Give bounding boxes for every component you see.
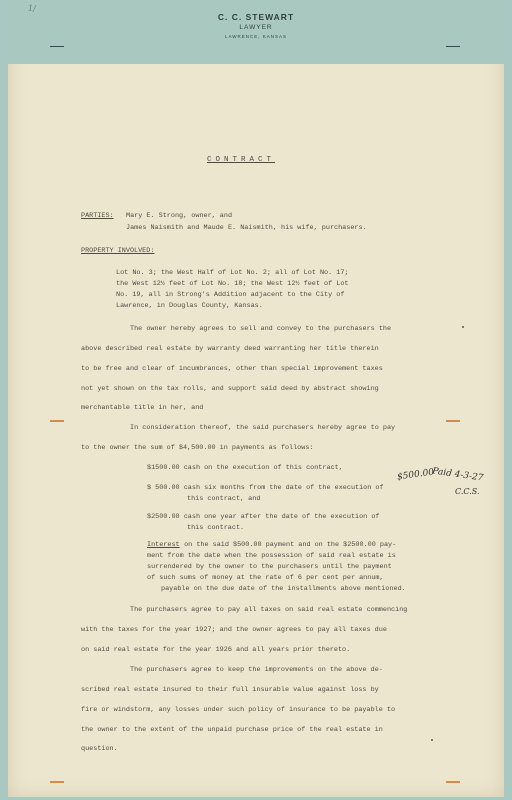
property-line: No. 19, all in Strong's Addition adjacent to the City of xyxy=(116,291,345,299)
document-title: CONTRACT xyxy=(207,156,276,164)
payment-line: this contract. xyxy=(187,524,245,532)
parties-line: James Naismith and Maude E. Naismith, his wife, purchasers. xyxy=(126,224,367,232)
letterhead-location: LAWRENCE, KANSAS xyxy=(224,34,288,39)
paper-sheet xyxy=(8,0,504,797)
payment-line: $2500.00 cash one year after the date of the execution of xyxy=(147,513,380,521)
paragraph-line: In consideration thereof, the said purchasers hereby agree to pay xyxy=(130,424,396,432)
interest-label: Interest xyxy=(147,541,180,549)
ink-spot xyxy=(431,739,433,741)
letterhead xyxy=(8,12,504,39)
fold-mark xyxy=(50,781,64,783)
letterhead-name: C. C. STEWART xyxy=(217,12,295,22)
corner-mark: 1/ xyxy=(28,4,36,13)
interest-line: surrendered by the owner to the purchasers until the payment xyxy=(147,563,392,571)
fold-mark xyxy=(50,46,64,47)
payment-line: this contract, and xyxy=(187,495,261,503)
interest-line: ment from the date when the possession of said real estate is xyxy=(147,552,396,560)
property-line: Lawrence, in Douglas County, Kansas. xyxy=(116,302,263,310)
handwritten-amount: $500.00 xyxy=(396,467,435,483)
property-line: the West 12½ feet of Lot No. 18; the West 12½ feet of Lot xyxy=(116,280,349,288)
payment-line: $1500.00 cash on the execution of this contract, xyxy=(147,464,343,472)
paragraph-line: to be free and clear of incumbrances, other than special improvement taxes xyxy=(81,365,383,373)
paragraph-line: fire or windstorm, any losses under such policy of insurance to be payable to xyxy=(81,706,396,714)
paragraph-line: the owner to the extent of the unpaid purchase price of the real estate in xyxy=(81,726,383,734)
paragraph-line: not yet shown on the tax rolls, and support said deed by abstract showing xyxy=(81,385,379,393)
property-line: Lot No. 3; the West Half of Lot No. 2; all of Lot No. 17; xyxy=(116,269,349,277)
paragraph-line: above described real estate by warranty deed warranting her title therein xyxy=(81,345,379,353)
parties-label: PARTIES: xyxy=(81,212,114,220)
letterhead-title: LAWYER xyxy=(239,24,273,31)
property-label: PROPERTY INVOLVED: xyxy=(81,247,155,255)
payment-line: $ 500.00 cash six months from the date of the execution of xyxy=(147,484,384,492)
handwritten-initials: C.C.S. xyxy=(455,487,480,496)
ink-spot xyxy=(462,326,464,328)
handwritten-paid-note: Paid 4-3-27 xyxy=(431,466,484,484)
fold-mark xyxy=(446,781,460,783)
paragraph-line: to the owner the sum of $4,500.00 in payments as follows: xyxy=(81,444,314,452)
paragraph-line: on said real estate for the year 1926 and all years prior thereto. xyxy=(81,646,351,654)
parties-line: Mary E. Strong, owner, and xyxy=(126,212,233,220)
interest-line: of such sums of money at the rate of 6 per cent per annum, xyxy=(147,574,384,582)
paragraph-line: scribed real estate insured to their full insurable value against loss by xyxy=(81,686,379,694)
paragraph-line: merchantable title in her, and xyxy=(81,404,204,412)
paragraph-line: question. xyxy=(81,745,118,753)
paragraph-line: The purchasers agree to pay all taxes on said real estate commencing xyxy=(130,606,408,614)
paragraph-line: The purchasers agree to keep the improvements on the above de- xyxy=(130,666,383,674)
fold-mark xyxy=(50,420,64,422)
paragraph-line: The owner hereby agrees to sell and convey to the purchasers the xyxy=(130,325,392,333)
fold-mark xyxy=(446,46,460,47)
paragraph-line: with the taxes for the year 1927; and the owner agrees to pay all taxes due xyxy=(81,626,387,634)
interest-line: on the said $500.00 payment and on the $2500.00 pay- xyxy=(180,541,397,549)
interest-line: payable on the due date of the installments above mentioned. xyxy=(161,585,406,593)
fold-mark xyxy=(446,420,460,422)
